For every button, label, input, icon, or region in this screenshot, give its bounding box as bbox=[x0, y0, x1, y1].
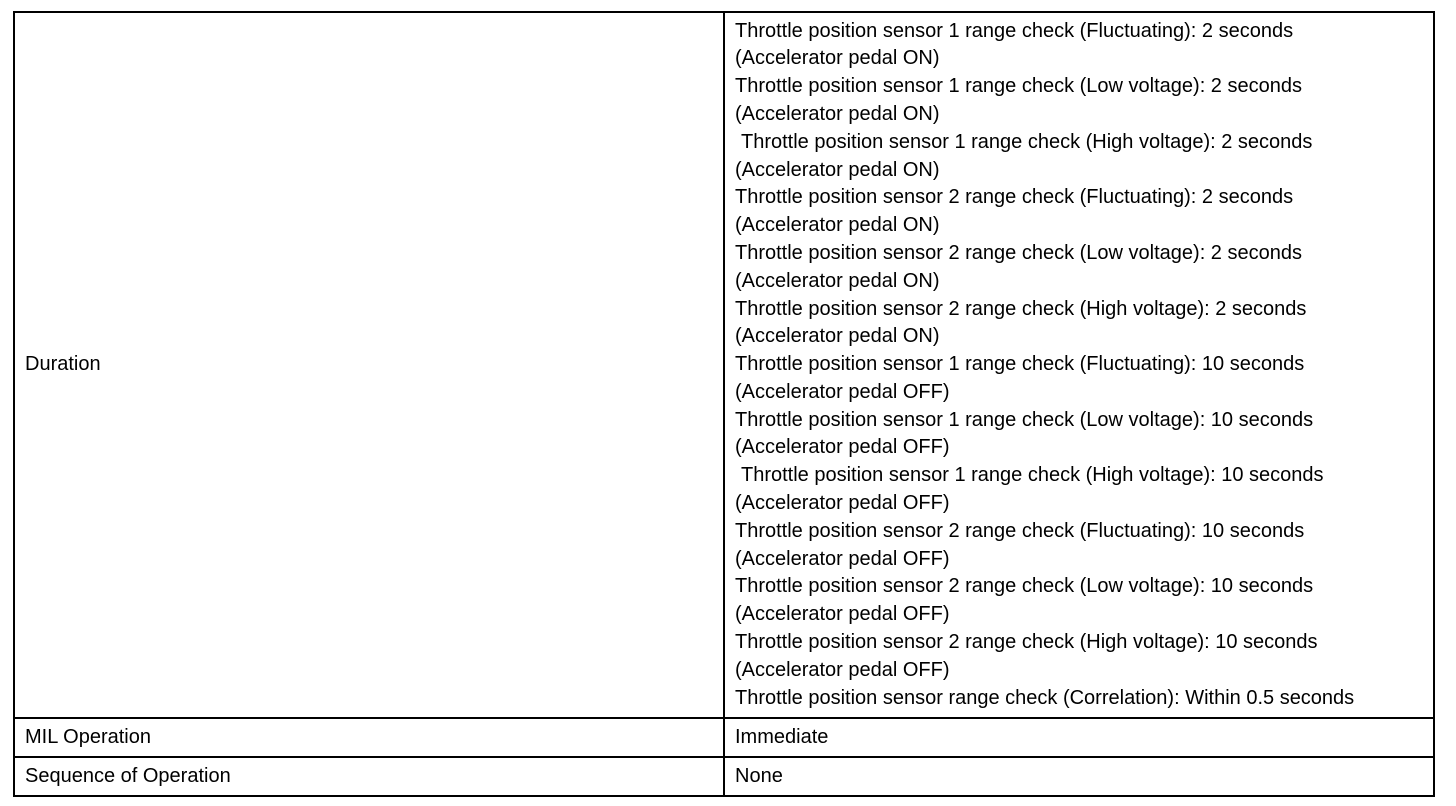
duration-line: (Accelerator pedal OFF) bbox=[735, 436, 950, 459]
duration-line: (Accelerator pedal ON) bbox=[735, 102, 940, 125]
duration-line: Throttle position sensor 1 range check (Low voltage): 10 seconds bbox=[735, 408, 1314, 431]
table-row-sequence-of-operation bbox=[14, 757, 1434, 796]
duration-line: (Accelerator pedal ON) bbox=[735, 325, 940, 348]
row-label-sequence-of-operation: Sequence of Operation bbox=[14, 757, 724, 796]
table-row-mil-operation bbox=[14, 718, 1434, 757]
row-label-duration: Duration bbox=[14, 12, 724, 718]
duration-line: (Accelerator pedal ON) bbox=[735, 214, 940, 237]
duration-line: Throttle position sensor 1 range check (Fluctuating): 2 seconds bbox=[735, 19, 1294, 42]
row-label-mil-operation: MIL Operation bbox=[14, 718, 724, 757]
row-value-duration bbox=[724, 12, 1434, 718]
table-row-duration bbox=[14, 12, 1434, 718]
duration-line: (Accelerator pedal OFF) bbox=[735, 603, 950, 626]
duration-line: (Accelerator pedal OFF) bbox=[735, 547, 950, 570]
duration-line: (Accelerator pedal OFF) bbox=[735, 380, 950, 403]
duration-line: (Accelerator pedal ON) bbox=[735, 158, 940, 181]
duration-line: Throttle position sensor 1 range check (High voltage): 10 seconds bbox=[741, 464, 1324, 487]
duration-line: Throttle position sensor 2 range check (Low voltage): 10 seconds bbox=[735, 575, 1314, 598]
duration-line: (Accelerator pedal OFF) bbox=[735, 658, 950, 681]
duration-line: Throttle position sensor 2 range check (Low voltage): 2 seconds bbox=[735, 241, 1302, 264]
row-value-mil-operation: Immediate bbox=[724, 718, 1434, 757]
duration-line: Throttle position sensor 1 range check (Low voltage): 2 seconds bbox=[735, 75, 1302, 98]
duration-line: Throttle position sensor 1 range check (High voltage): 2 seconds bbox=[741, 130, 1313, 153]
duration-line: (Accelerator pedal ON) bbox=[735, 47, 940, 70]
duration-line: (Accelerator pedal OFF) bbox=[735, 492, 950, 515]
duration-line: Throttle position sensor 2 range check (High voltage): 10 seconds bbox=[735, 631, 1318, 654]
spec-table bbox=[13, 11, 1435, 797]
row-value-sequence-of-operation: None bbox=[724, 757, 1434, 796]
duration-line: Throttle position sensor range check (Correlation): Within 0.5 seconds bbox=[735, 686, 1355, 709]
duration-line: Throttle position sensor 1 range check (Fluctuating): 10 seconds bbox=[735, 353, 1305, 376]
duration-line: Throttle position sensor 2 range check (High voltage): 2 seconds bbox=[735, 297, 1307, 320]
duration-line: (Accelerator pedal ON) bbox=[735, 269, 940, 292]
duration-line: Throttle position sensor 2 range check (Fluctuating): 10 seconds bbox=[735, 519, 1305, 542]
duration-line: Throttle position sensor 2 range check (Fluctuating): 2 seconds bbox=[735, 186, 1294, 209]
